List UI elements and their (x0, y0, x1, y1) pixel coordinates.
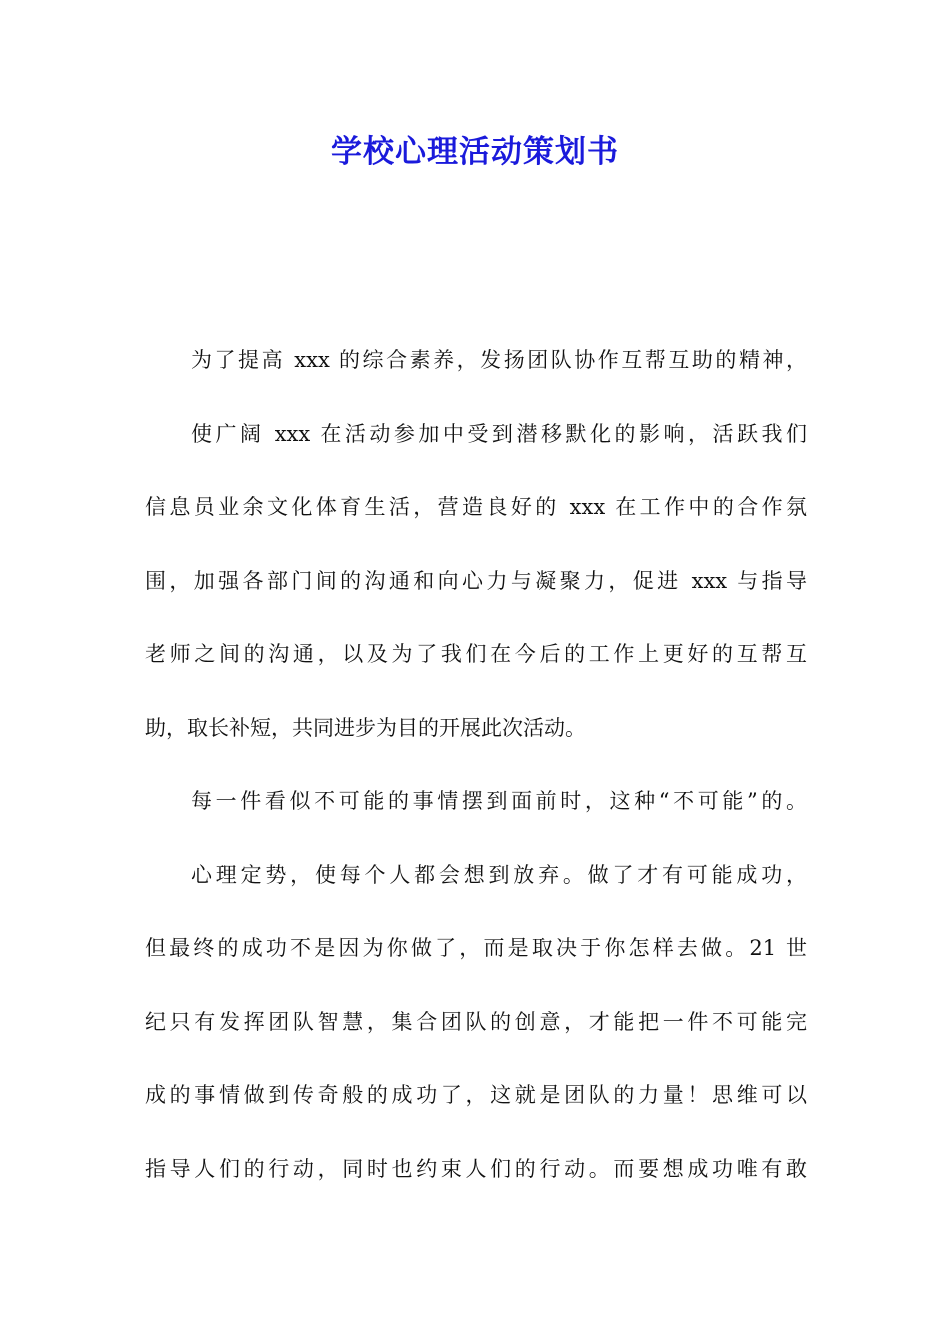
document-title: 学校心理活动策划书 (331, 134, 619, 170)
body-line: 心理定势，使每个人都会想到放弃。做了才有可能成功， (191, 862, 807, 887)
body-line: 但最终的成功不是因为你做了，而是取决于你怎样去做。21 世 (145, 936, 807, 960)
body-line: 使广阔 xxx 在活动参加中受到潜移默化的影响，活跃我们 (191, 421, 807, 446)
body-line: 老师之间的沟通，以及为了我们在今后的工作上更好的互帮互 (145, 642, 807, 666)
body-line: 围，加强各部门间的沟通和向心力与凝聚力，促进 xxx 与指导 (145, 568, 807, 593)
body-line: 为了提高 xxx 的综合素养，发扬团队协作互帮互助的精神， (191, 348, 807, 372)
body-line: 每一件看似不可能的事情摆到面前时，这种“不可能”的。 (191, 789, 807, 813)
body-line: 指导人们的行动，同时也约束人们的行动。而要想成功唯有敢 (145, 1156, 807, 1181)
body-line: 成的事情做到传奇般的成功了，这就是团队的力量！思维可以 (145, 1083, 807, 1107)
body-line: 助，取长补短，共同进步为目的开展此次活动。 (145, 715, 586, 740)
body-line: 纪只有发挥团队智慧，集合团队的创意，才能把一件不可能完 (145, 1009, 807, 1034)
document-body (145, 337, 807, 1219)
body-line: 信息员业余文化体育生活，营造良好的 xxx 在工作中的合作氛 (145, 495, 807, 519)
